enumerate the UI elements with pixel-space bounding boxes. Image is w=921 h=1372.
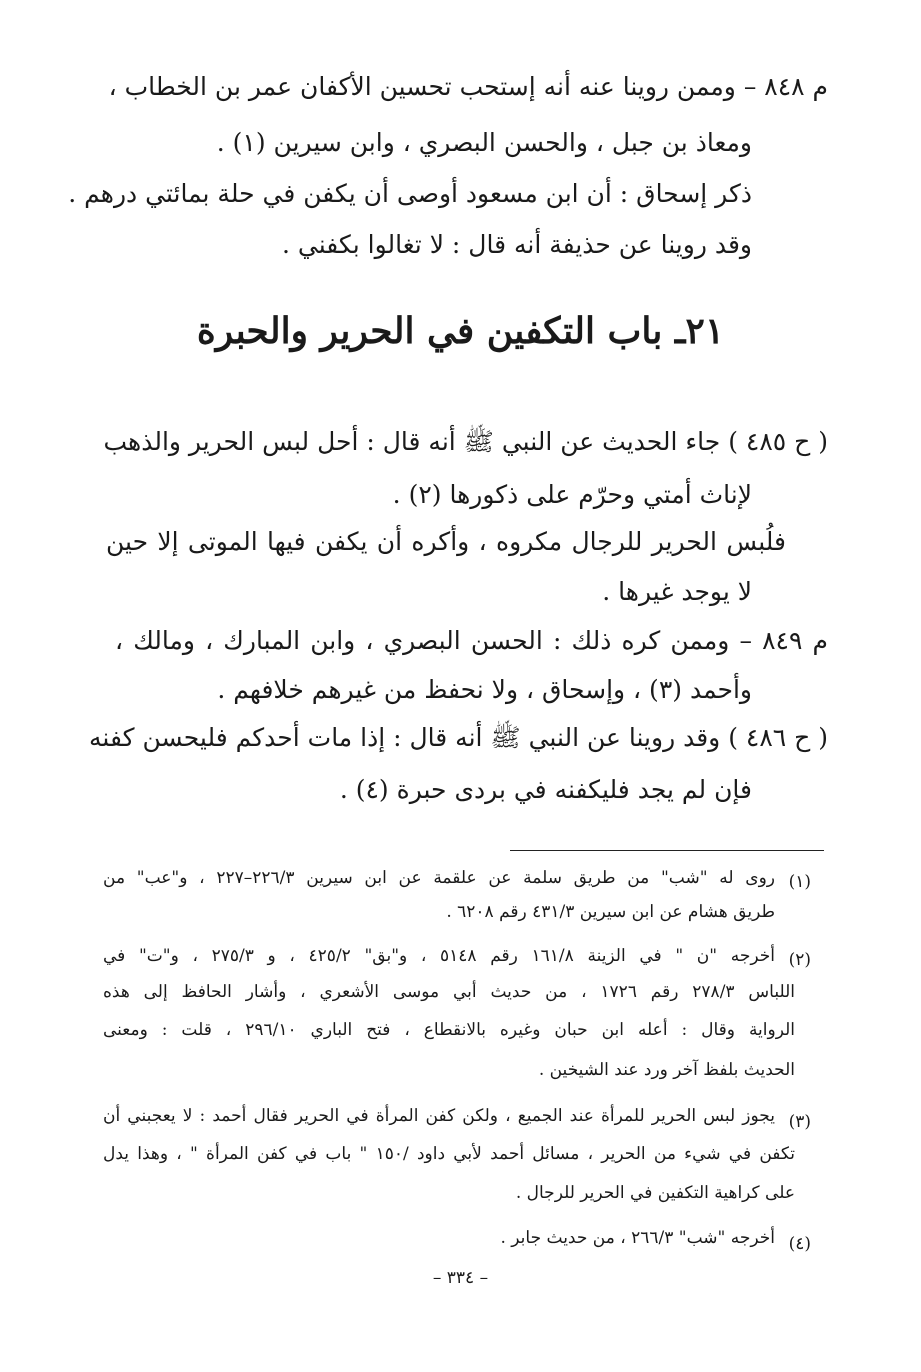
text-line: م ٨٤٨ – وممن روينا عنه أنه إستحب تحسين الأكفان عمر بن الخطاب ، [108, 72, 828, 101]
page-number: – ٣٣٤ – [432, 1268, 489, 1288]
text-line: وقد روينا عن حذيفة أنه قال : لا تغالوا بكفني . [282, 230, 752, 259]
footnote-line: تكفن في شيء من الحرير ، مسائل أحمد لأبي داود /١٥٠ " باب في كفن المرأة " ، وهذا يدل [103, 1144, 795, 1164]
footnote-number: (٤) [788, 1234, 811, 1254]
text-line: فلُبس الحرير للرجال مكروه ، وأكره أن يكفن فيها الموتى إلا حين [106, 527, 786, 556]
text-line: ( ح ٤٨٥ ) جاء الحديث عن النبي ﷺ أنه قال : أحل لبس الحرير والذهب [103, 427, 828, 456]
text-line: ( ح ٤٨٦ ) وقد روينا عن النبي ﷺ أنه قال : إذا مات أحدكم فليحسن كفنه [89, 723, 828, 752]
text-line: لإناث أمتي وحرّم على ذكورها (٢) . [392, 480, 752, 509]
footnote-number: (١) [788, 872, 811, 892]
text-line: لا يوجد غيرها . [602, 577, 752, 606]
footnote-separator [510, 850, 824, 851]
footnote-line: أخرجه "شب" ٢٦٦/٣ ، من حديث جابر . [500, 1228, 775, 1248]
footnote-line: الرواية وقال : أعله ابن حبان وغيره بالانقطاع ، فتح الباري ٢٩٦/١٠ ، قلت : ومعنى [103, 1020, 796, 1040]
text-line: فإن لم يجد فليكفنه في بردى حبرة (٤) . [339, 775, 752, 804]
footnote-line: الحديث بلفظ آخر ورد عند الشيخين . [538, 1060, 795, 1080]
footnote-line: اللباس ٢٧٨/٣ رقم ١٧٢٦ ، من حديث أبي موسى الأشعري ، وأشار الحافظ إلى هذه [103, 982, 796, 1002]
footnote-line: طريق هشام عن ابن سيرين ٤٣١/٣ رقم ٦٢٠٨ . [446, 902, 775, 922]
footnote-line: روى له "شب" من طريق سلمة عن علقمة عن ابن سيرين ٢٢٦/٣–٢٢٧ ، و"عب" من [103, 868, 775, 888]
section-heading: ٢١ـ باب التكفين في الحرير والحبرة [196, 310, 725, 352]
footnote-number: (٢) [788, 950, 811, 970]
footnote-line: يجوز لبس الحرير للمرأة عند الجميع ، ولكن كفن المرأة في الحرير فقال أحمد : لا يعجبني أن [103, 1106, 775, 1126]
text-line: ومعاذ بن جبل ، والحسن البصري ، وابن سيرين (١) . [216, 128, 752, 157]
text-line: ذكر إسحاق : أن ابن مسعود أوصى أن يكفن في حلة بمائتي درهم . [68, 179, 752, 208]
text-line: وأحمد (٣) ، وإسحاق ، ولا نحفظ من غيرهم خلافهم . [217, 675, 752, 704]
text-line: م ٨٤٩ – وممن كره ذلك : الحسن البصري ، وابن المبارك ، ومالك ، [115, 626, 828, 655]
footnote-line: أخرجه "ن " في الزينة ١٦١/٨ رقم ٥١٤٨ ، و"بق" ٤٢٥/٢ ، و ٢٧٥/٣ ، و"ت" في [103, 946, 775, 966]
footnote-number: (٣) [788, 1112, 811, 1132]
footnote-line: على كراهية التكفين في الحرير للرجال . [515, 1183, 795, 1203]
